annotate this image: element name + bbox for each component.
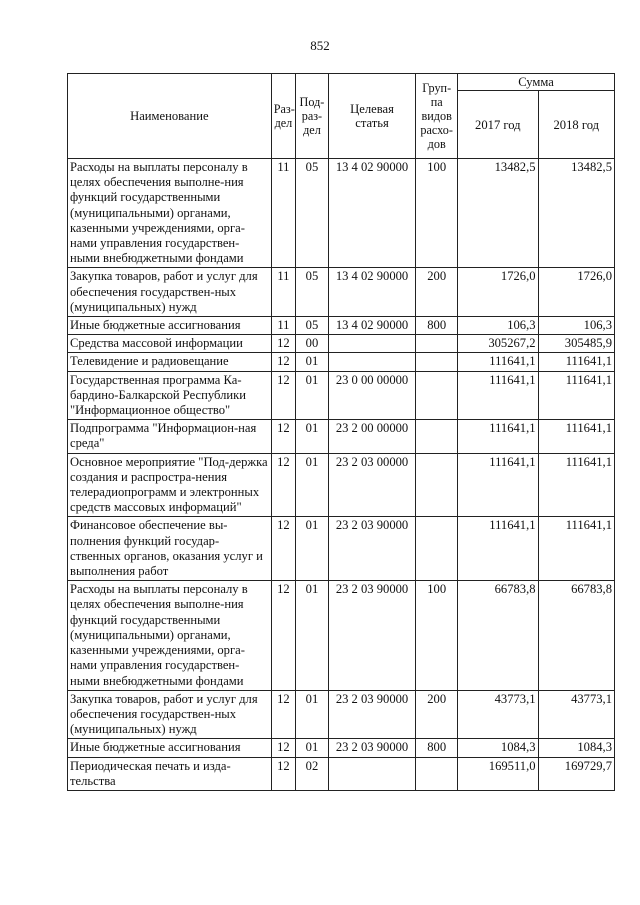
row-target: 23 2 03 90000 <box>328 581 416 690</box>
row-group: 800 <box>416 739 458 757</box>
table-row <box>68 690 615 739</box>
row-section: 12 <box>271 690 295 739</box>
row-amount-2017: 111641,1 <box>458 453 538 517</box>
row-subsection: 01 <box>296 690 329 739</box>
row-amount-2017: 1726,0 <box>458 268 538 317</box>
table-row <box>68 739 615 757</box>
row-group <box>416 517 458 581</box>
row-target: 13 4 02 90000 <box>328 268 416 317</box>
row-group: 800 <box>416 317 458 335</box>
row-section: 12 <box>271 353 295 371</box>
table-row <box>68 581 615 690</box>
row-amount-2017: 106,3 <box>458 317 538 335</box>
row-amount-2018: 169729,7 <box>538 757 614 790</box>
table-row <box>68 353 615 371</box>
row-subsection: 05 <box>296 317 329 335</box>
header-group <box>416 74 458 159</box>
table-body <box>68 159 615 791</box>
row-group: 200 <box>416 690 458 739</box>
row-target: 23 0 00 00000 <box>328 371 416 420</box>
row-amount-2018: 111641,1 <box>538 420 614 453</box>
row-group: 100 <box>416 159 458 268</box>
row-section: 12 <box>271 335 295 353</box>
row-target: 23 2 03 00000 <box>328 453 416 517</box>
row-amount-2018: 111641,1 <box>538 517 614 581</box>
row-amount-2017: 111641,1 <box>458 371 538 420</box>
row-name: Закупка товаров, работ и услуг для обеспечения государствен-ных (муниципальных) нужд <box>68 690 272 739</box>
row-name: Финансовое обеспечение вы-полнения функций государ-ственных органов, оказания услуг и выполнения работ <box>68 517 272 581</box>
row-group <box>416 453 458 517</box>
row-group: 200 <box>416 268 458 317</box>
row-target: 13 4 02 90000 <box>328 317 416 335</box>
row-name: Иные бюджетные ассигнования <box>68 317 272 335</box>
row-amount-2017: 305267,2 <box>458 335 538 353</box>
row-subsection: 05 <box>296 159 329 268</box>
row-section: 11 <box>271 159 295 268</box>
row-subsection: 01 <box>296 581 329 690</box>
row-subsection: 00 <box>296 335 329 353</box>
row-amount-2018: 111641,1 <box>538 371 614 420</box>
row-amount-2017: 111641,1 <box>458 517 538 581</box>
header-section-text: Раз- дел <box>273 102 295 130</box>
table-row <box>68 335 615 353</box>
row-section: 12 <box>271 739 295 757</box>
header-target-text: Целевая статья <box>350 102 394 130</box>
row-amount-2018: 106,3 <box>538 317 614 335</box>
row-target <box>328 353 416 371</box>
row-name: Закупка товаров, работ и услуг для обеспечения государствен-ных (муниципальных) нужд <box>68 268 272 317</box>
row-name: Основное мероприятие "Под-держка создания и распростра-нения телерадиопрограмм и электронных средств массовых информаций" <box>68 453 272 517</box>
row-subsection: 01 <box>296 517 329 581</box>
row-section: 11 <box>271 268 295 317</box>
row-target: 23 2 03 90000 <box>328 739 416 757</box>
row-name: Расходы на выплаты персоналу в целях обеспечения выполне-ния функций государственными (муниципальными) органами, казенными учреждениями, орга-нами управления государствен-ными внебюджетными фондами <box>68 581 272 690</box>
table-row <box>68 517 615 581</box>
table-row <box>68 159 615 268</box>
row-amount-2018: 43773,1 <box>538 690 614 739</box>
row-group <box>416 353 458 371</box>
row-section: 11 <box>271 317 295 335</box>
row-section: 12 <box>271 420 295 453</box>
header-group-text: Груп- па видов расхо- дов <box>420 81 453 151</box>
row-amount-2018: 13482,5 <box>538 159 614 268</box>
row-amount-2018: 111641,1 <box>538 453 614 517</box>
row-target: 23 2 03 90000 <box>328 517 416 581</box>
row-amount-2018: 1726,0 <box>538 268 614 317</box>
row-amount-2018: 111641,1 <box>538 353 614 371</box>
row-subsection: 01 <box>296 453 329 517</box>
row-target <box>328 335 416 353</box>
row-group <box>416 757 458 790</box>
row-target: 23 2 00 00000 <box>328 420 416 453</box>
table-row <box>68 317 615 335</box>
row-group <box>416 420 458 453</box>
header-year-2018: 2018 год <box>538 91 614 159</box>
row-amount-2017: 13482,5 <box>458 159 538 268</box>
row-amount-2018: 66783,8 <box>538 581 614 690</box>
header-sum: Сумма <box>458 74 615 91</box>
row-name: Средства массовой информации <box>68 335 272 353</box>
row-amount-2017: 66783,8 <box>458 581 538 690</box>
row-amount-2018: 1084,3 <box>538 739 614 757</box>
row-amount-2017: 43773,1 <box>458 690 538 739</box>
row-target: 23 2 03 90000 <box>328 690 416 739</box>
row-name: Телевидение и радиовещание <box>68 353 272 371</box>
header-section <box>271 74 295 159</box>
table-row <box>68 371 615 420</box>
row-amount-2017: 111641,1 <box>458 420 538 453</box>
row-section: 12 <box>271 581 295 690</box>
row-name: Расходы на выплаты персоналу в целях обеспечения выполне-ния функций государственными (муниципальными) органами, казенными учреждениями, орга-нами управления государствен-ными внебюджетными фондами <box>68 159 272 268</box>
row-section: 12 <box>271 517 295 581</box>
row-amount-2017: 169511,0 <box>458 757 538 790</box>
row-name: Подпрограмма "Информацион-ная среда" <box>68 420 272 453</box>
table-row <box>68 453 615 517</box>
header-year-2017: 2017 год <box>458 91 538 159</box>
row-name: Иные бюджетные ассигнования <box>68 739 272 757</box>
header-subsection <box>296 74 329 159</box>
row-subsection: 01 <box>296 371 329 420</box>
table-row <box>68 757 615 790</box>
row-amount-2017: 1084,3 <box>458 739 538 757</box>
budget-table <box>67 73 615 791</box>
row-subsection: 02 <box>296 757 329 790</box>
header-name: Наименование <box>68 74 272 159</box>
row-subsection: 01 <box>296 739 329 757</box>
table-row <box>68 420 615 453</box>
row-target: 13 4 02 90000 <box>328 159 416 268</box>
row-section: 12 <box>271 371 295 420</box>
row-group: 100 <box>416 581 458 690</box>
row-group <box>416 335 458 353</box>
row-amount-2018: 305485,9 <box>538 335 614 353</box>
row-name: Государственная программа Ка-бардино-Балкарской Республики "Информационное общество" <box>68 371 272 420</box>
row-group <box>416 371 458 420</box>
row-section: 12 <box>271 757 295 790</box>
row-subsection: 01 <box>296 420 329 453</box>
row-name: Периодическая печать и изда-тельства <box>68 757 272 790</box>
table-row <box>68 268 615 317</box>
header-subsection-text: Под- раз- дел <box>299 95 325 137</box>
header-target <box>328 74 416 159</box>
row-target <box>328 757 416 790</box>
row-section: 12 <box>271 453 295 517</box>
row-subsection: 05 <box>296 268 329 317</box>
row-amount-2017: 111641,1 <box>458 353 538 371</box>
row-subsection: 01 <box>296 353 329 371</box>
page-number: 852 <box>310 38 330 53</box>
